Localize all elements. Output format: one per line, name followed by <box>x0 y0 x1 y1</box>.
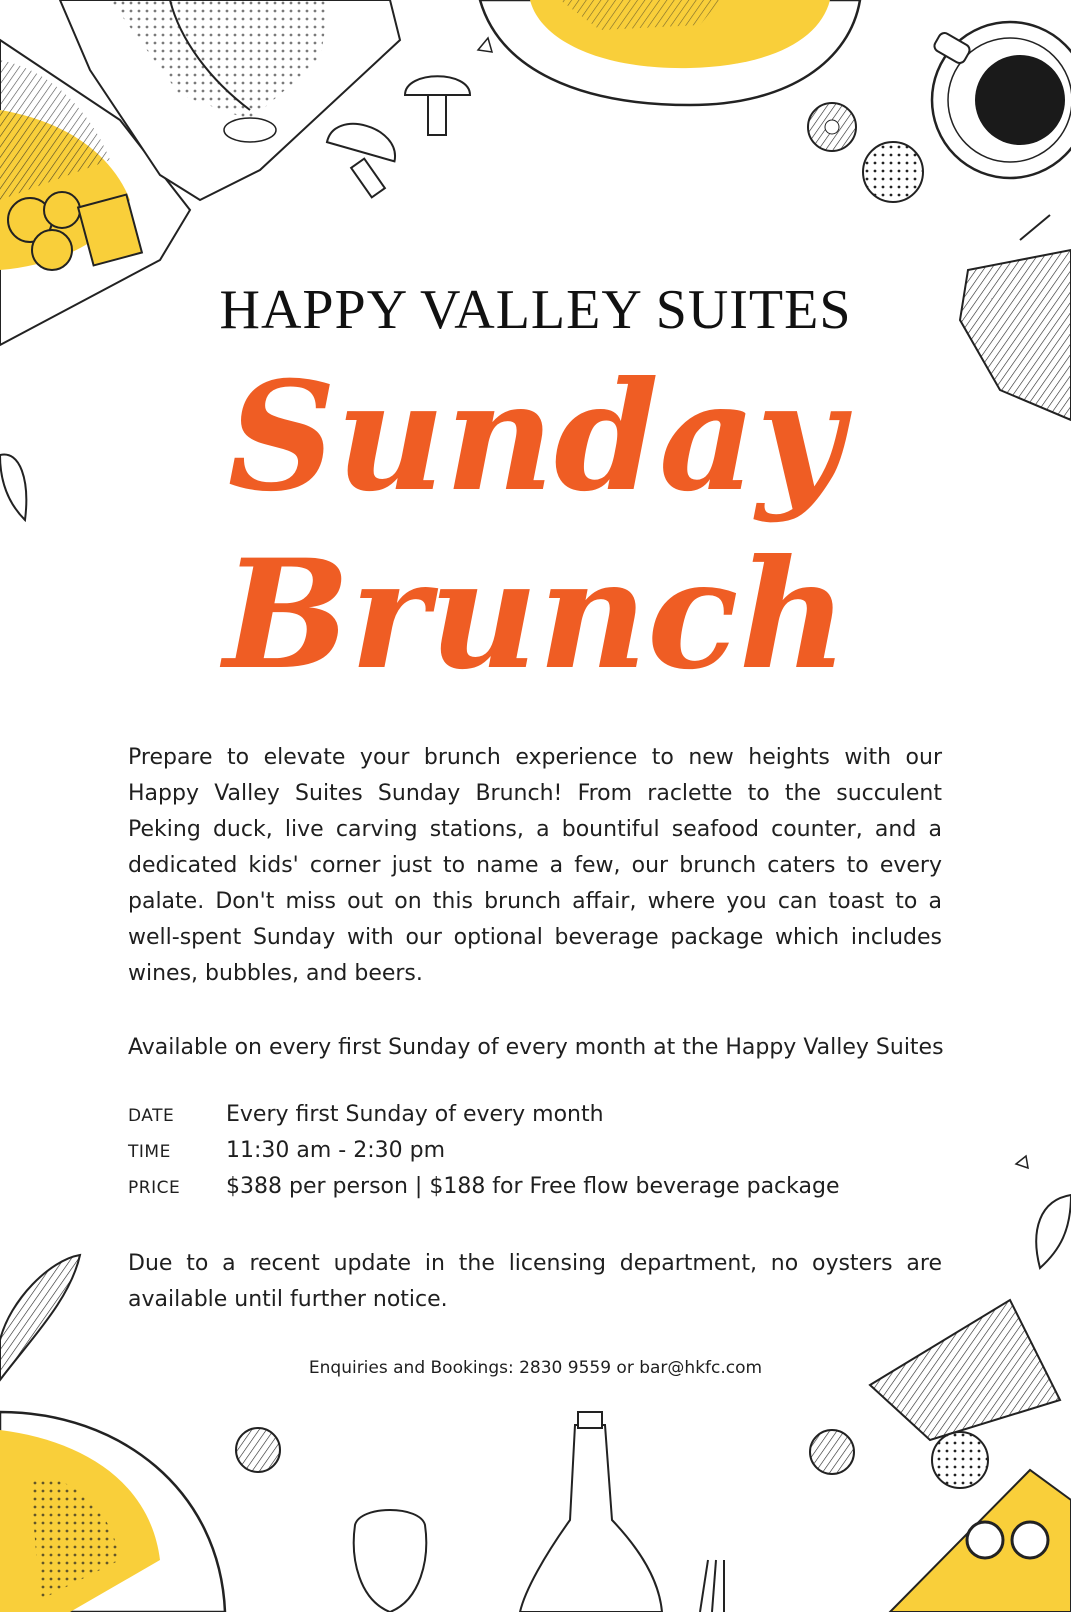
description-paragraph: Prepare to elevate your brunch experience to new heights with our Happy Valley Suites Sunday Brunch! From raclette to the succulent Peking duck, live carving stations, a bountiful seafood counter, and a dedicated kids' corner just to name a few, our brunch caters to every palate. Don't miss out on this brunch affair, where you can toast to a well-spent Sunday with our optional beverage package which includes wines, bubbles, and beers. <box>128 745 942 986</box>
headline-line-2: Brunch <box>223 527 848 703</box>
venue-title: HAPPY VALLEY SUITES <box>219 279 852 341</box>
omelette-plate-icon <box>480 0 860 105</box>
detail-value: Every first Sunday of every month <box>226 1102 604 1127</box>
mushroom-icon <box>327 76 470 197</box>
detail-row-time <box>128 1138 948 1174</box>
headline-line-1: Sunday <box>227 349 844 525</box>
detail-row-price <box>128 1174 948 1210</box>
fork-icon <box>700 1560 724 1612</box>
detail-label: TIME <box>128 1142 171 1162</box>
detail-value: $388 per person | $188 for Free flow beverage package <box>226 1174 840 1199</box>
raspberry-icon <box>863 142 923 202</box>
cake-slice-icon <box>810 1300 1071 1612</box>
notice-paragraph: Due to a recent update in the licensing department, no oysters are available until further notice. <box>128 1251 942 1312</box>
contact-info: Enquiries and Bookings: 2830 9559 or bar@hkfc.com <box>308 1358 763 1378</box>
availability-text: Available on every first Sunday of every month at the Happy Valley Suites <box>128 1035 944 1060</box>
coffee-cup-icon <box>932 22 1071 178</box>
detail-row-date <box>128 1102 948 1138</box>
platter-icon <box>0 1412 280 1612</box>
detail-value: 11:30 am - 2:30 pm <box>226 1138 446 1163</box>
wine-glass-icon <box>354 1510 426 1612</box>
details-list <box>128 1102 948 1210</box>
blueberry-icon <box>808 103 856 151</box>
detail-label: DATE <box>128 1106 175 1126</box>
detail-label: PRICE <box>128 1178 181 1198</box>
wine-bottle-icon <box>520 1412 662 1612</box>
